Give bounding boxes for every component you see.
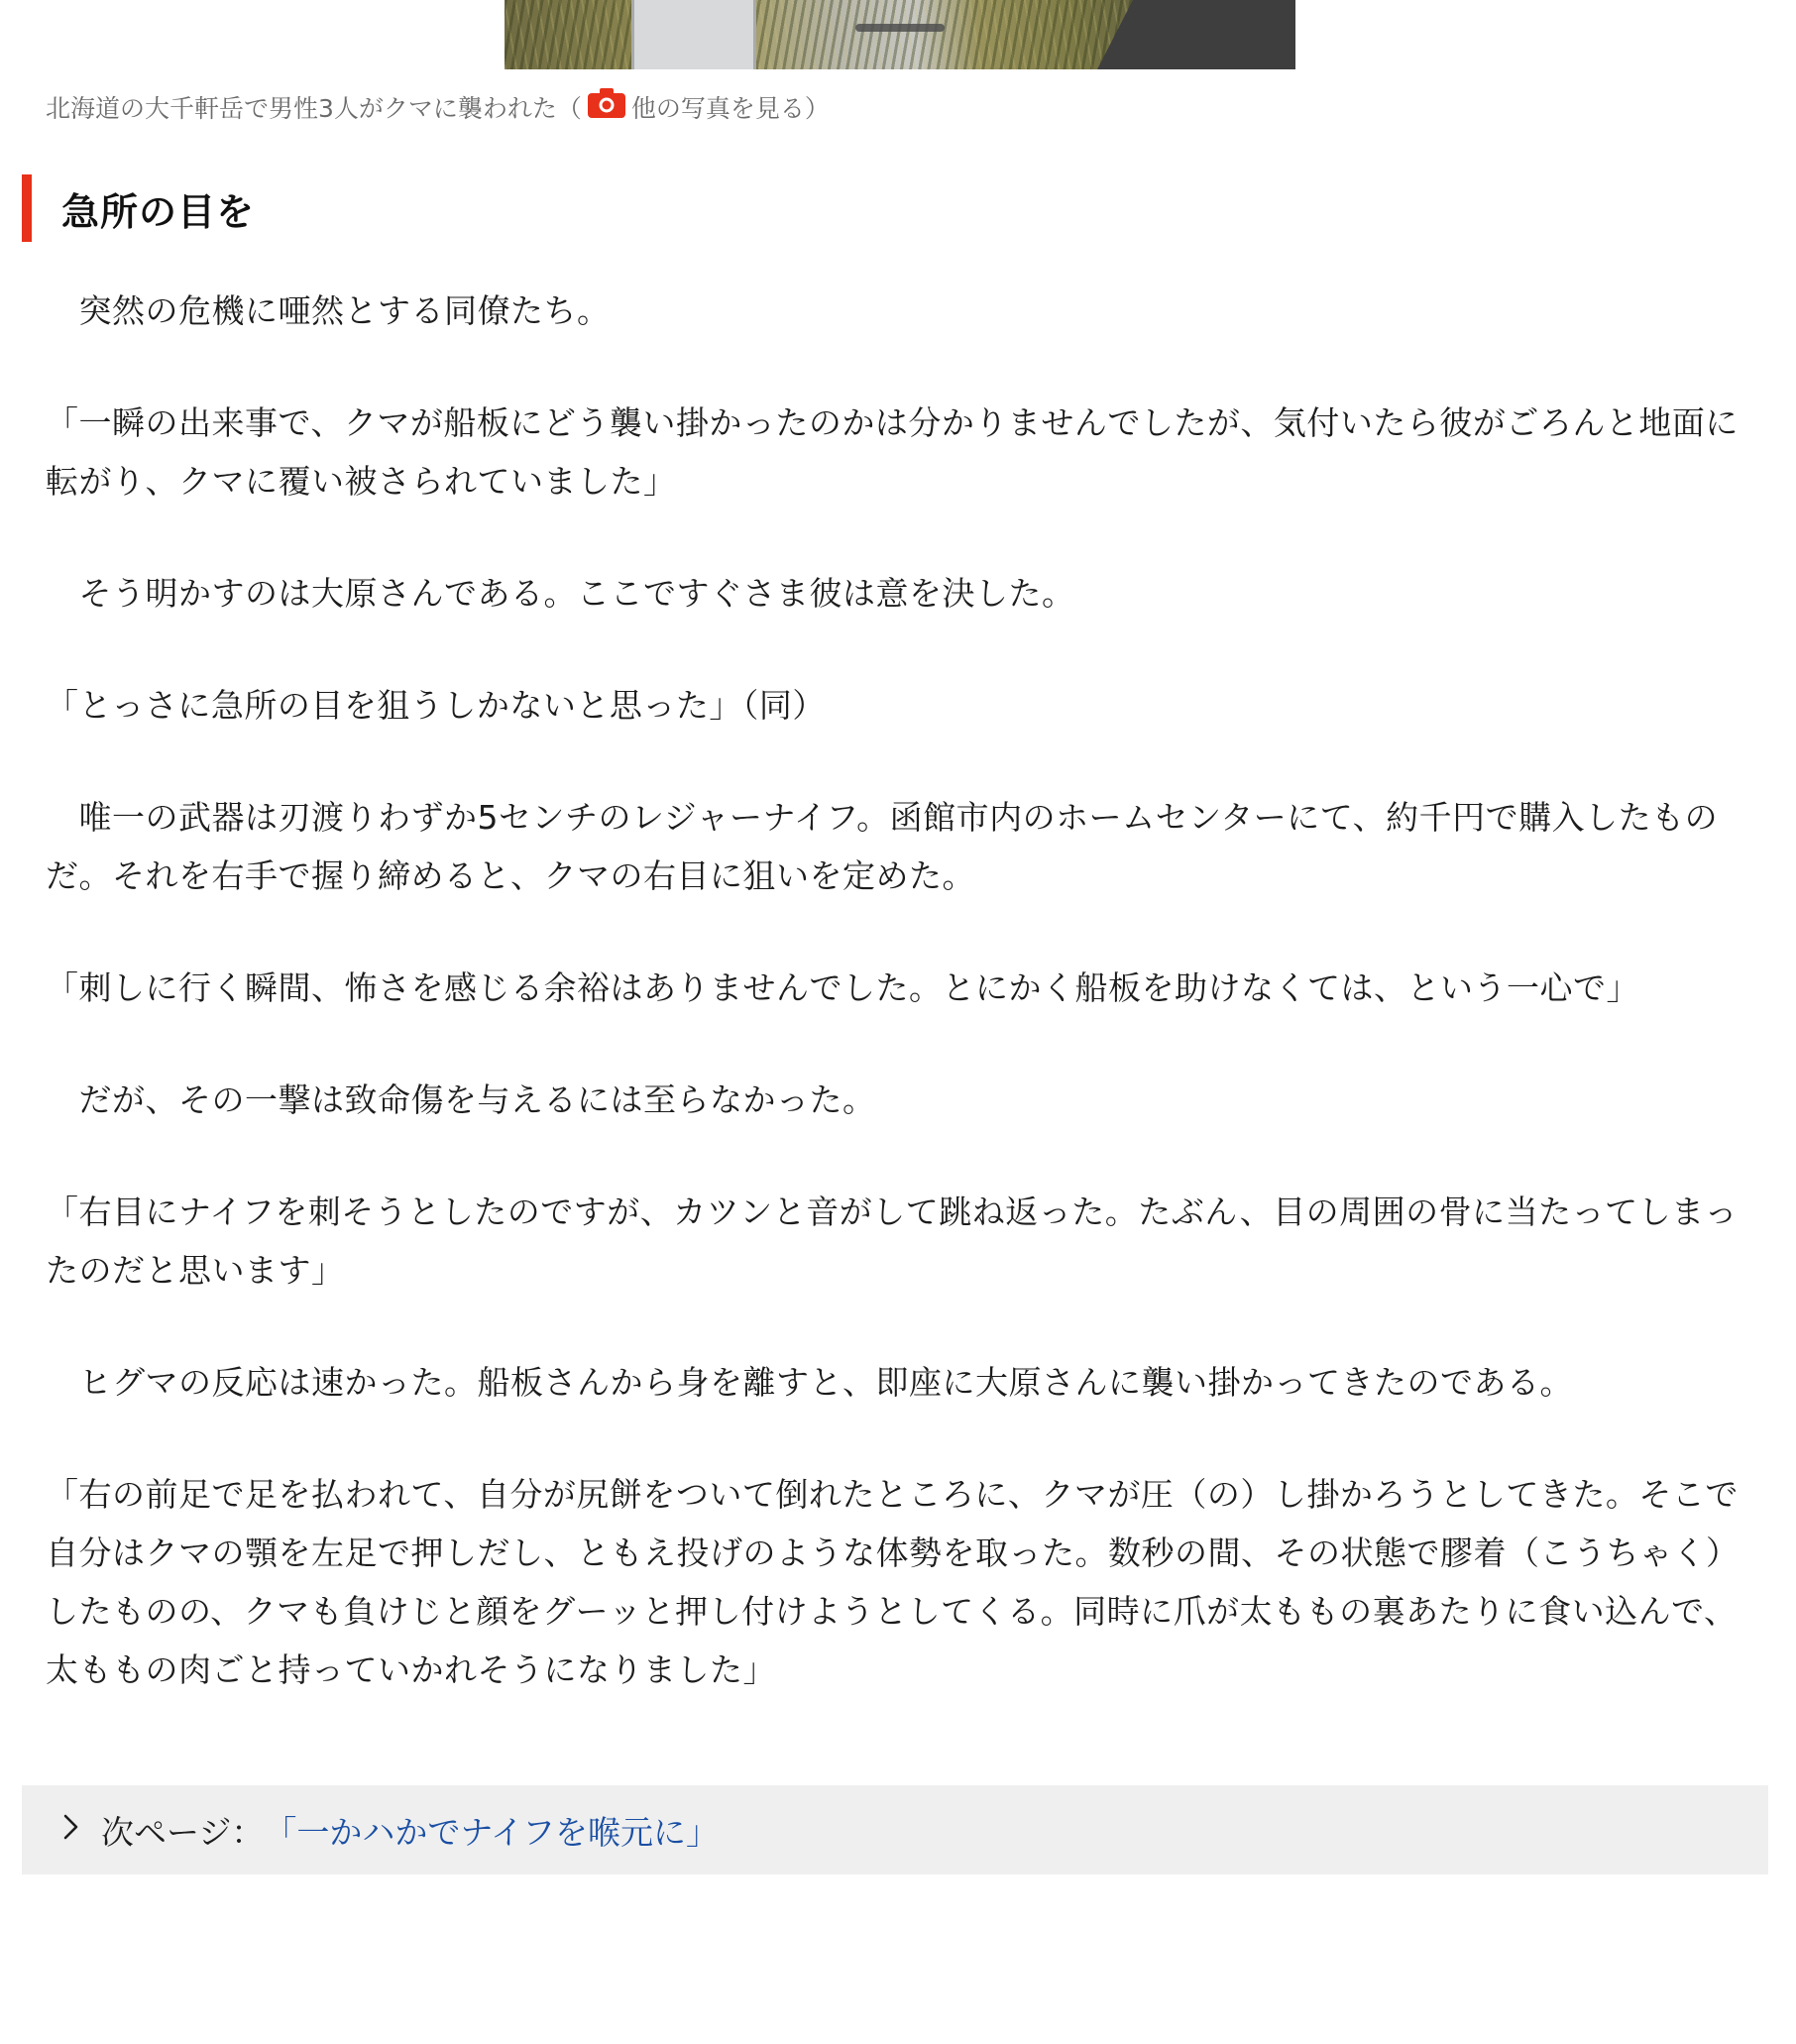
photo-caption-text: 北海道の大千軒岳で男性3人がクマに襲われた（ <box>46 94 582 123</box>
article-paragraph: 「右目にナイフを刺そうとしたのですが、カツンと音がして跳ね返った。たぶん、目の周囲の骨に当たってしまったのだと思います」 <box>46 1192 1739 1290</box>
article-paragraph: 「一瞬の出来事で、クマが船板にどう襲い掛かったのかは分かりませんでしたが、気付いたら彼がごろんと地面に転がり、クマに覆い被さられていました」 <box>46 403 1739 501</box>
photo-swipe-handle[interactable] <box>855 24 945 32</box>
next-page-label: 次ページ： <box>101 1812 265 1852</box>
section-heading <box>22 174 255 242</box>
heading-accent-bar <box>22 174 32 242</box>
article-paragraph: ヒグマの反応は速かった。船板さんから身を離すと、即座に大原さんに襲い掛かってきたのである。 <box>46 1363 1573 1402</box>
article-paragraph: 「とっさに急所の目を狙うしかないと思った」（同） <box>46 686 826 725</box>
article-paragraph: 唯一の武器は刃渡りわずか5センチのレジャーナイフ。函館市内のホームセンターにて、約千円で購入したものだ。それを右手で握り締めると、クマの右目に狙いを定めた。 <box>46 798 1719 895</box>
article-paragraph: 「刺しに行く瞬間、怖さを感じる余裕はありませんでした。とにかく船板を助けなくては、という一心で」 <box>46 968 1639 1007</box>
section-heading-text: 急所の目を <box>61 189 256 234</box>
photo-caption <box>46 87 830 127</box>
photo-signboard <box>631 0 756 69</box>
next-page-nav[interactable] <box>22 1785 1768 1874</box>
article-paragraph: 突然の危機に唖然とする同僚たち。 <box>46 291 611 330</box>
article-paragraph: そう明かすのは大原さんである。ここですぐさま彼は意を決した。 <box>46 574 1075 613</box>
article-body <box>46 282 1750 1753</box>
article-paragraph: だが、その一撃は致命傷を与えるには至らなかった。 <box>46 1080 876 1119</box>
camera-icon[interactable] <box>588 88 625 118</box>
article-photo[interactable] <box>505 0 1295 69</box>
article-paragraph: 「右の前足で足を払われて、自分が尻餅をついて倒れたところに、クマが圧（の）し掛かろうとしてきた。そこで自分はクマの顎を左足で押しだし、ともえ投げのような体勢を取った。数秒の間、その状態で膠着（こうちゃく）したものの、クマも負けじと顔をグーッと押し付けようとしてくる。同時に爪が太ももの裏あたりに食い込んで、太ももの肉ごと持っていかれそうになりました」 <box>46 1475 1740 1689</box>
next-page-link[interactable]: 「一かハかでナイフを喉元に」 <box>264 1812 720 1852</box>
chevron-right-icon <box>61 1811 95 1850</box>
more-photos-link[interactable]: 他の写真を見る） <box>630 94 830 123</box>
